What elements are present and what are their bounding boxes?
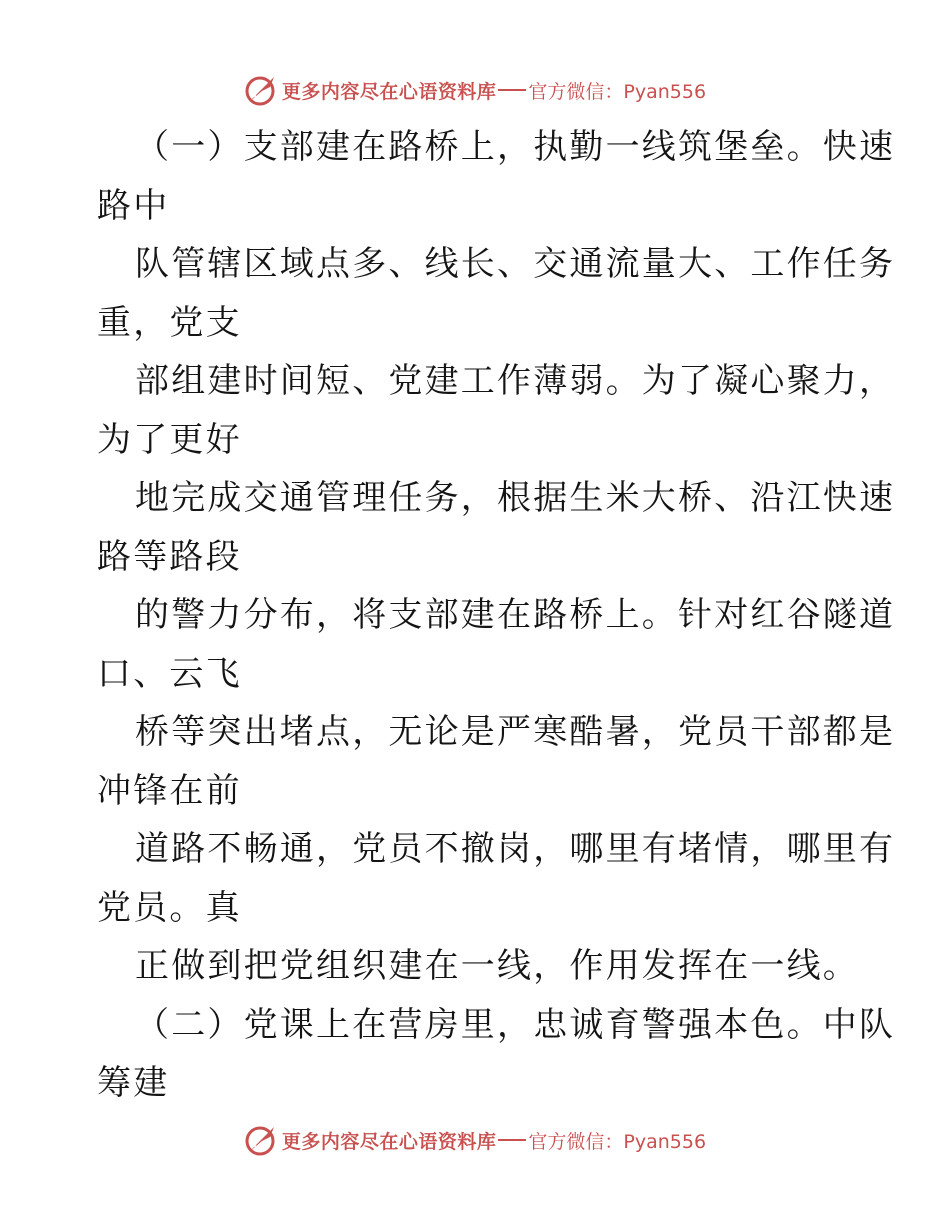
banner-wechat-text: 官方微信：Pyan556 — [528, 80, 707, 103]
quill-logo-icon — [244, 1123, 278, 1157]
banner-dash — [498, 89, 526, 91]
banner-dash — [498, 1139, 526, 1141]
text-line: 路等路段 — [97, 536, 242, 577]
text-line: 部组建时间短、党建工作薄弱。为了凝心聚力， — [135, 361, 896, 401]
footer-banner — [0, 1120, 950, 1160]
text-line: 队管辖区域点多、线长、交通流量大、工作任务 — [135, 244, 896, 284]
text-line: 为了更好 — [97, 419, 242, 460]
text-line: 的警力分布，将支部建在路桥上。针对红谷隧道 — [135, 595, 896, 635]
banner-brand-text: 更多内容尽在心语资料库 — [281, 1130, 497, 1153]
text-line: 正做到把党组织建在一线，作用发挥在一线。 — [135, 946, 859, 986]
text-line: 路中 — [97, 185, 170, 226]
document-body — [97, 118, 896, 1113]
quill-logo-icon — [244, 73, 278, 107]
text-line: 桥等突出堵点，无论是严寒酷暑，党员干部都是 — [135, 712, 896, 752]
text-line: 冲锋在前 — [97, 770, 242, 811]
text-line: 道路不畅通，党员不撤岗，哪里有堵情，哪里有 — [135, 829, 896, 869]
header-banner — [0, 70, 950, 110]
text-line: （二）党课上在营房里，忠诚育警强本色。中队 — [135, 1004, 896, 1045]
text-line: 筹建 — [97, 1063, 170, 1103]
text-line: 党员。真 — [97, 887, 242, 928]
text-line: 重，党支 — [97, 302, 242, 343]
banner-wechat-text: 官方微信：Pyan556 — [528, 1130, 707, 1153]
text-line: 口、云飞 — [97, 653, 242, 694]
text-line: 地完成交通管理任务，根据生米大桥、沿江快速 — [135, 478, 896, 518]
text-line: （一）支部建在路桥上，执勤一线筑堡垒。快速 — [135, 127, 896, 167]
banner-brand-text: 更多内容尽在心语资料库 — [281, 80, 497, 103]
